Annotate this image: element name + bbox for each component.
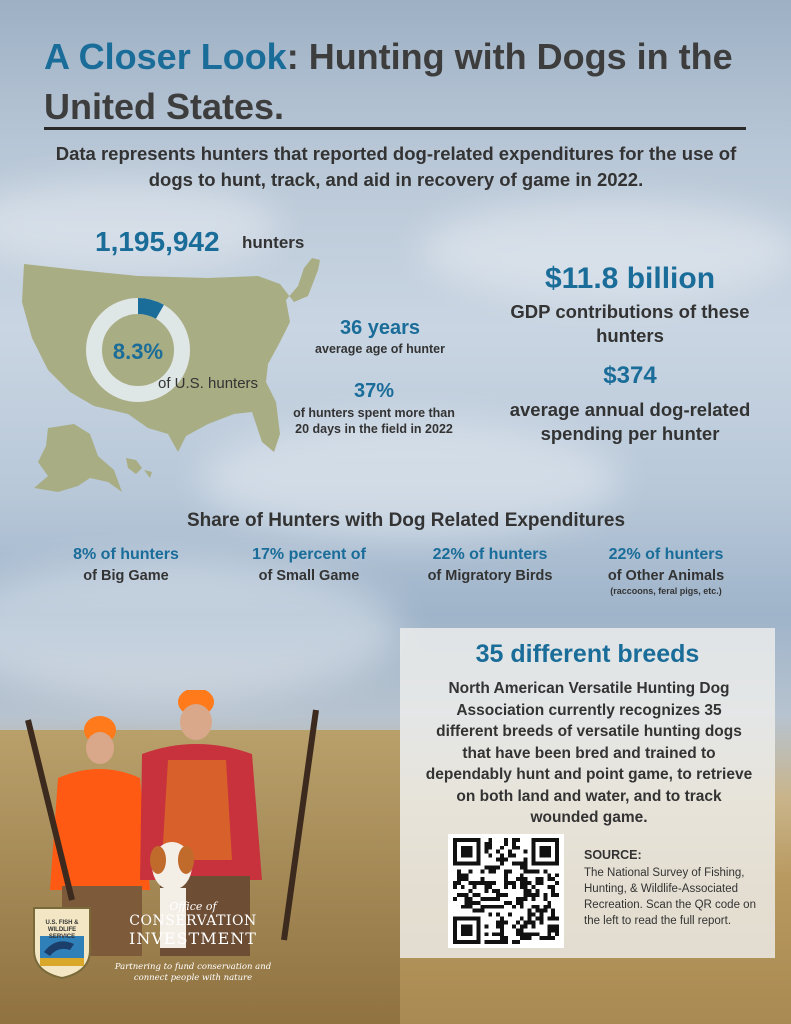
qr-module <box>524 850 528 854</box>
breeds-panel <box>400 628 775 958</box>
qr-module <box>508 869 512 873</box>
qr-module <box>528 917 532 921</box>
qr-module <box>512 940 516 944</box>
qr-module <box>504 901 508 905</box>
qr-module <box>496 889 500 893</box>
qr-module <box>520 865 524 869</box>
qr-module <box>520 897 524 901</box>
qr-module <box>465 901 469 905</box>
qr-module <box>488 885 492 889</box>
qr-module <box>500 846 504 850</box>
qr-module <box>524 865 528 869</box>
qr-module <box>532 932 536 936</box>
qr-module <box>500 940 504 944</box>
qr-module <box>461 873 465 877</box>
qr-module <box>512 862 516 866</box>
qr-module <box>547 873 551 877</box>
spend-value: $374 <box>603 362 657 389</box>
qr-module <box>484 881 488 885</box>
share-category: of Other Animals <box>607 568 725 584</box>
share-percent: 22% of hunters <box>432 546 548 563</box>
qr-module <box>461 893 465 897</box>
oci-investment: INVESTMENT <box>129 929 257 948</box>
share-migratory-birds <box>402 546 578 584</box>
qr-module <box>532 920 536 924</box>
share-big-game <box>38 546 214 584</box>
qr-module <box>532 893 536 897</box>
qr-module <box>477 909 481 913</box>
qr-module <box>496 905 500 909</box>
qr-module <box>496 920 500 924</box>
qr-module <box>504 877 508 881</box>
qr-module <box>492 905 496 909</box>
share-category: of Migratory Birds <box>427 568 553 584</box>
qr-module <box>524 893 528 897</box>
qr-module <box>492 865 496 869</box>
qr-module <box>535 889 539 893</box>
qr-module <box>504 920 508 924</box>
donut-label: of U.S. hunters <box>158 375 259 392</box>
qr-module <box>484 940 488 944</box>
qr-module <box>457 893 461 897</box>
breeds-title: 35 different breeds <box>475 640 700 668</box>
qr-module <box>524 877 528 881</box>
qr-module <box>524 920 528 924</box>
qr-module <box>543 905 547 909</box>
qr-module <box>488 913 492 917</box>
qr-module <box>508 913 512 917</box>
qr-module <box>488 897 492 901</box>
qr-module <box>496 858 500 862</box>
title-rest: : Hunting with Dogs in the United States. <box>44 36 733 127</box>
qr-module <box>512 905 516 909</box>
qr-module <box>488 881 492 885</box>
qr-module <box>484 865 488 869</box>
qr-module <box>512 838 516 842</box>
qr-module <box>535 932 539 936</box>
qr-module <box>516 846 520 850</box>
qr-module <box>492 869 496 873</box>
qr-module <box>453 897 457 901</box>
qr-module <box>469 889 473 893</box>
qr-module <box>465 877 469 881</box>
qr-module <box>504 869 508 873</box>
qr-module <box>500 917 504 921</box>
qr-module <box>551 917 555 921</box>
qr-module <box>512 885 516 889</box>
breeds-body: North American Versatile Hunting Dog Association currently recognizes 35 different breeds of versatile hunting dogs that have been bred and trained to dependably hunt and point game, to retrieve on both land and water, and to track wounded game. <box>425 680 753 826</box>
qr-module <box>547 901 551 905</box>
qr-module <box>504 838 508 842</box>
qr-module <box>480 909 484 913</box>
qr-module <box>524 862 528 866</box>
share-note: (raccoons, feral pigs, etc.) <box>610 586 722 596</box>
qr-module <box>532 869 536 873</box>
qr-module <box>508 881 512 885</box>
age-value: 36 years <box>339 317 421 339</box>
qr-module <box>477 893 481 897</box>
share-percent: 22% of hunters <box>608 546 724 563</box>
qr-module <box>500 928 504 932</box>
qr-module <box>516 838 520 842</box>
qr-module <box>551 885 555 889</box>
qr-module <box>555 881 559 885</box>
qr-module <box>500 924 504 928</box>
qr-module <box>457 873 461 877</box>
qr-module <box>547 917 551 921</box>
qr-module <box>520 873 524 877</box>
qr-module <box>488 854 492 858</box>
qr-module <box>500 862 504 866</box>
qr-module <box>473 885 477 889</box>
qr-module <box>543 936 547 940</box>
qr-module <box>504 885 508 889</box>
spend-label: average annual dog-related spending per hunter <box>509 399 751 444</box>
qr-module <box>492 889 496 893</box>
qr-module <box>496 850 500 854</box>
qr-module <box>520 932 524 936</box>
qr-module <box>516 862 520 866</box>
qr-module <box>535 917 539 921</box>
qr-module <box>516 920 520 924</box>
hawaii-shape <box>144 470 152 478</box>
qr-module <box>543 909 547 913</box>
qr-module <box>488 865 492 869</box>
qr-module <box>465 905 469 909</box>
face <box>180 704 212 740</box>
qr-module <box>524 881 528 885</box>
qr-module <box>516 940 520 944</box>
qr-module <box>484 905 488 909</box>
qr-module <box>551 924 555 928</box>
qr-code-icon[interactable] <box>448 834 564 948</box>
qr-module <box>473 893 477 897</box>
gdp-label: GDP contributions of these hunters <box>510 301 750 346</box>
qr-module <box>539 877 543 881</box>
qr-module <box>473 901 477 905</box>
qr-module <box>520 881 524 885</box>
field-label: of hunters spent more than 20 days in the field in 2022 <box>293 406 455 436</box>
source-heading: SOURCE: <box>584 848 642 862</box>
share-category: of Small Game <box>258 568 360 584</box>
qr-module <box>528 932 532 936</box>
qr-module <box>469 869 473 873</box>
qr-module <box>539 936 543 940</box>
qr-module <box>477 901 481 905</box>
qr-module <box>555 932 559 936</box>
spend-stat <box>488 362 772 446</box>
qr-module <box>547 932 551 936</box>
qr-module <box>496 940 500 944</box>
qr-module <box>465 893 469 897</box>
qr-module <box>524 897 528 901</box>
qr-module <box>453 885 457 889</box>
qr-module <box>547 936 551 940</box>
qr-module <box>480 881 484 885</box>
dog-ear <box>178 846 194 874</box>
qr-module <box>480 905 484 909</box>
qr-module <box>500 932 504 936</box>
qr-module <box>547 924 551 928</box>
qr-module <box>528 936 532 940</box>
qr-module <box>535 877 539 881</box>
qr-module <box>500 936 504 940</box>
qr-module <box>504 893 508 897</box>
qr-module <box>532 913 536 917</box>
field-value: 37% <box>353 380 395 402</box>
qr-module <box>524 869 528 873</box>
qr-module <box>492 932 496 936</box>
qr-module <box>512 854 516 858</box>
qr-module <box>508 854 512 858</box>
qr-module <box>532 885 536 889</box>
qr-module <box>520 901 524 905</box>
qr-module <box>555 893 559 897</box>
oci-tagline: Partnering to fund conservation and connect people with nature <box>114 962 272 983</box>
qr-module <box>480 869 484 873</box>
qr-module <box>473 881 477 885</box>
qr-module <box>535 869 539 873</box>
qr-module <box>484 850 488 854</box>
qr-module <box>516 901 520 905</box>
qr-module <box>555 924 559 928</box>
qr-module <box>520 877 524 881</box>
qr-module <box>516 877 520 881</box>
fws-text: U.S. FISH & WILDLIFE SERVICE <box>45 920 79 940</box>
qr-module <box>484 846 488 850</box>
qr-module <box>496 924 500 928</box>
hawaii-shape <box>126 458 142 474</box>
qr-module <box>528 909 532 913</box>
qr-module <box>500 920 504 924</box>
qr-module <box>524 889 528 893</box>
qr-module <box>457 869 461 873</box>
qr-module <box>492 897 496 901</box>
qr-module <box>504 858 508 862</box>
dog-ear <box>150 846 166 874</box>
qr-module <box>551 936 555 940</box>
hunters-label: hunters <box>242 233 305 252</box>
qr-module <box>516 897 520 901</box>
age-label: average age of hunter <box>315 342 445 356</box>
qr-module <box>504 881 508 885</box>
share-other-animals <box>578 546 754 596</box>
qr-module <box>488 842 492 846</box>
qr-module <box>555 917 559 921</box>
qr-module <box>457 881 461 885</box>
qr-module <box>512 842 516 846</box>
qr-module <box>504 873 508 877</box>
qr-module <box>512 924 516 928</box>
qr-module <box>492 940 496 944</box>
qr-module <box>543 869 547 873</box>
qr-module <box>551 913 555 917</box>
qr-module <box>496 865 500 869</box>
qr-module <box>496 932 500 936</box>
qr-module <box>547 928 551 932</box>
qr-module <box>535 881 539 885</box>
qr-module <box>532 924 536 928</box>
qr-module <box>520 917 524 921</box>
qr-module <box>528 920 532 924</box>
qr-module <box>496 897 500 901</box>
qr-module <box>535 893 539 897</box>
qr-module <box>477 881 481 885</box>
qr-module <box>551 877 555 881</box>
qr-module <box>528 913 532 917</box>
qr-module <box>473 909 477 913</box>
qr-module <box>555 873 559 877</box>
qr-module <box>528 893 532 897</box>
qr-module <box>524 885 528 889</box>
donut-percent: 8.3% <box>112 339 164 364</box>
qr-module <box>508 901 512 905</box>
oci-logo <box>108 900 278 984</box>
title-divider <box>44 127 746 130</box>
qr-module <box>500 905 504 909</box>
qr-module <box>496 913 500 917</box>
qr-module <box>461 905 465 909</box>
qr-module <box>547 877 551 881</box>
source-body: The National Survey of Fishing, Hunting, & Wildlife-Associated Recreation. Scan the QR code on the left to read the full report. <box>584 867 756 927</box>
age-stat <box>300 317 460 356</box>
qr-module <box>516 932 520 936</box>
qr-module <box>500 893 504 897</box>
share-small-game <box>221 546 397 584</box>
share-category: of Big Game <box>83 568 169 584</box>
field-stat <box>288 380 460 437</box>
qr-module <box>465 873 469 877</box>
qr-module <box>539 881 543 885</box>
qr-module <box>457 877 461 881</box>
fws-logo <box>30 906 94 980</box>
qr-module <box>528 881 532 885</box>
qr-module <box>524 924 528 928</box>
qr-module <box>488 838 492 842</box>
page-title <box>44 32 764 132</box>
qr-module <box>484 885 488 889</box>
qr-module <box>512 881 516 885</box>
qr-module <box>551 928 555 932</box>
qr-module <box>469 901 473 905</box>
qr-module <box>520 924 524 928</box>
qr-module <box>480 877 484 881</box>
share-percent: 17% percent of <box>252 546 366 563</box>
qr-module <box>488 940 492 944</box>
qr-module <box>547 885 551 889</box>
qr-module <box>484 889 488 893</box>
qr-module <box>469 905 473 909</box>
share-title: Share of Hunters with Dog Related Expenditures <box>186 510 626 531</box>
qr-module <box>488 869 492 873</box>
qr-module <box>500 854 504 858</box>
qr-module <box>520 905 524 909</box>
qr-module <box>508 850 512 854</box>
oci-office-of: Office of <box>169 900 217 913</box>
qr-module <box>492 881 496 885</box>
qr-module <box>504 936 508 940</box>
qr-module <box>520 862 524 866</box>
qr-module <box>535 909 539 913</box>
qr-module <box>532 897 536 901</box>
qr-module <box>539 920 543 924</box>
hunters-count: 1,195,942 <box>95 226 220 257</box>
qr-module <box>539 909 543 913</box>
qr-module <box>484 897 488 901</box>
qr-module <box>528 889 532 893</box>
qr-module <box>539 913 543 917</box>
qr-module <box>461 885 465 889</box>
qr-module <box>520 928 524 932</box>
qr-module <box>469 897 473 901</box>
qr-module <box>504 842 508 846</box>
qr-module <box>543 893 547 897</box>
gdp-stat <box>488 262 772 348</box>
qr-module <box>512 846 516 850</box>
gdp-value: $11.8 billion <box>544 262 716 295</box>
oci-conservation: CONSERVATION <box>129 913 257 929</box>
qr-module <box>532 905 536 909</box>
qr-module <box>543 897 547 901</box>
qr-module <box>484 924 488 928</box>
qr-module <box>524 858 528 862</box>
qr-module <box>551 889 555 893</box>
qr-module <box>516 928 520 932</box>
qr-module <box>547 905 551 909</box>
qr-module <box>551 909 555 913</box>
qr-module <box>504 940 508 944</box>
qr-module <box>484 932 488 936</box>
share-percent: 8% of hunters <box>73 546 179 563</box>
subtitle: Data represents hunters that reported dog-related expenditures for the use of dogs to hunt, track, and aid in recovery of game in 2022. <box>55 143 737 190</box>
qr-module <box>453 881 457 885</box>
qr-module <box>528 869 532 873</box>
qr-module <box>524 936 528 940</box>
face <box>86 732 114 764</box>
qr-module <box>488 846 492 850</box>
qr-module <box>488 905 492 909</box>
qr-module <box>535 905 539 909</box>
qr-module <box>555 928 559 932</box>
qr-module <box>469 881 473 885</box>
fws-shield-icon <box>30 906 94 980</box>
qr-module <box>524 932 528 936</box>
qr-module <box>520 936 524 940</box>
qr-module <box>484 842 488 846</box>
qr-module <box>539 917 543 921</box>
qr-module <box>551 893 555 897</box>
qr-module <box>480 897 484 901</box>
qr-module <box>461 877 465 881</box>
qr-module <box>520 885 524 889</box>
alaska-shape <box>34 424 122 492</box>
qr-module <box>496 893 500 897</box>
title-accent: A Closer Look <box>44 36 287 77</box>
qr-module <box>500 858 504 862</box>
qr-module <box>465 897 469 901</box>
